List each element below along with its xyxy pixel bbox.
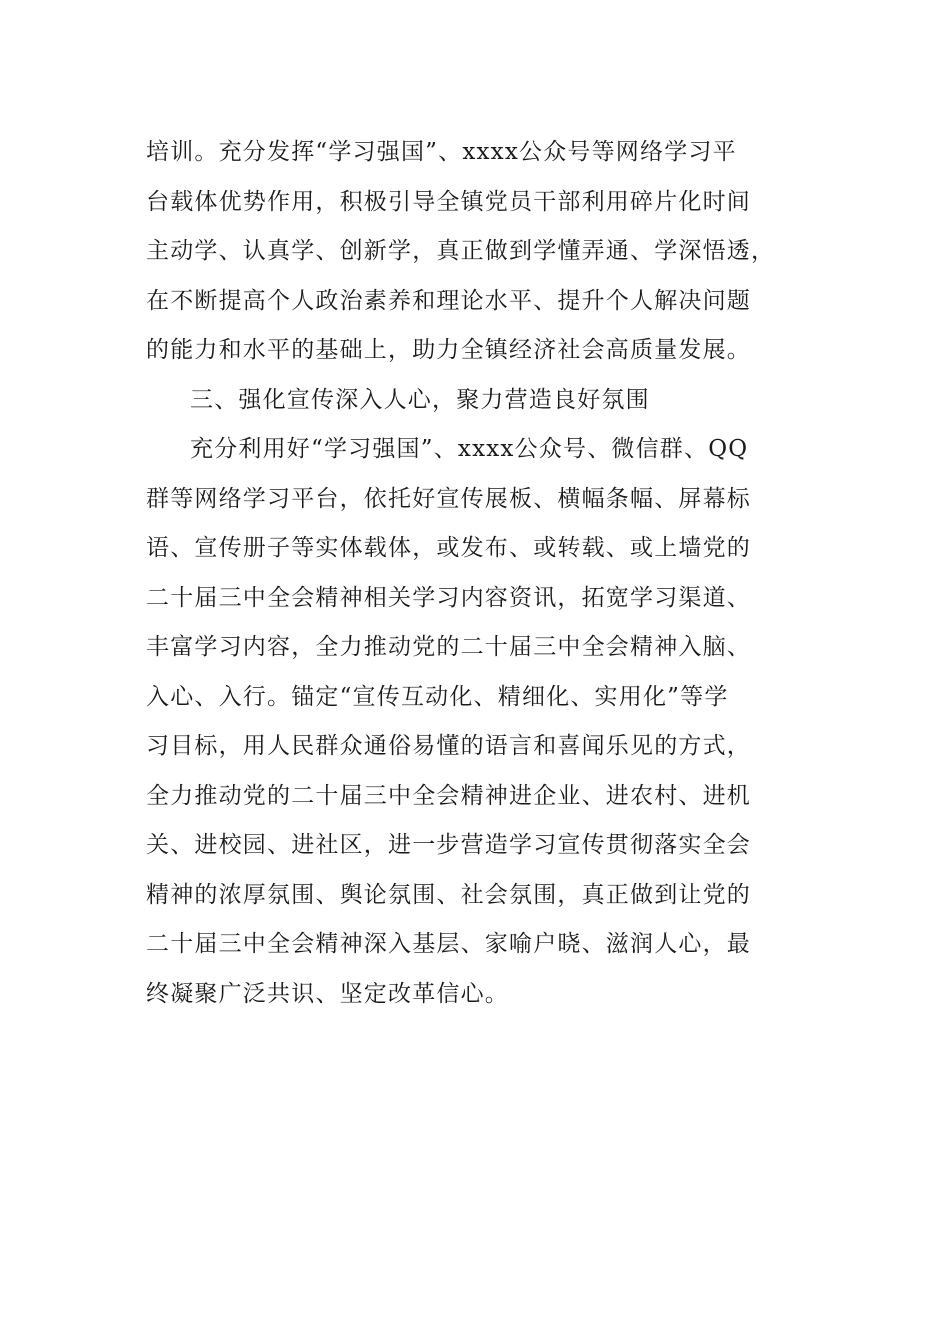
paragraph-2-line: 群等网络学习平台，依托好宣传展板、横幅条幅、屏幕标 bbox=[146, 485, 751, 512]
paragraph-2-line: 丰富学习内容，全力推动党的二十届三中全会精神入脑、 bbox=[146, 634, 751, 660]
paragraph-1-line: 在不断提高个人政治素养和理论水平、提升个人解决问题 bbox=[146, 287, 751, 314]
paragraph-1-line: 主动学、认真学、创新学，真正做到学懂弄通、学深悟透， bbox=[146, 238, 776, 264]
paragraph-2-line: 全力推动党的二十届三中全会精神进企业、进农村、进机 bbox=[146, 782, 751, 809]
paragraph-2-line: 习目标，用人民群众通俗易懂的语言和喜闻乐见的方式， bbox=[146, 733, 751, 759]
paragraph-2-line: 语、宣传册子等实体载体，或发布、或转载、或上墙党的 bbox=[146, 535, 751, 561]
paragraph-1-line: 培训。充分发挥“学习强国”、xxxx公众号等网络学习平 bbox=[146, 139, 737, 165]
section-heading: 三、强化宣传深入人心，聚力营造良好氛围 bbox=[190, 386, 650, 413]
paragraph-1-line: 的能力和水平的基础上，助力全镇经济社会高质量发展。 bbox=[146, 337, 751, 363]
paragraph-2-line: 精神的浓厚氛围、舆论氛围、社会氛围，真正做到让党的 bbox=[146, 881, 751, 908]
paragraph-2-line: 二十届三中全会精神相关学习内容资讯，拓宽学习渠道、 bbox=[146, 584, 751, 611]
paragraph-2-line: 入心、入行。锚定“宣传互动化、精细化、实用化”等学 bbox=[146, 683, 729, 710]
paragraph-2-line: 关、进校园、进社区，进一步营造学习宣传贯彻落实全会 bbox=[146, 832, 751, 858]
paragraph-2-line: 终凝聚广泛共识、坚定改革信心。 bbox=[146, 980, 509, 1007]
paragraph-2-line: 二十届三中全会精神深入基层、家喻户晓、滋润人心，最 bbox=[146, 931, 751, 957]
document-body bbox=[146, 128, 796, 1019]
paragraph-1-line: 台载体优势作用，积极引导全镇党员干部利用碎片化时间 bbox=[146, 188, 751, 215]
paragraph-2-line: 充分利用好“学习强国”、xxxx公众号、微信群、QQ bbox=[190, 436, 749, 462]
